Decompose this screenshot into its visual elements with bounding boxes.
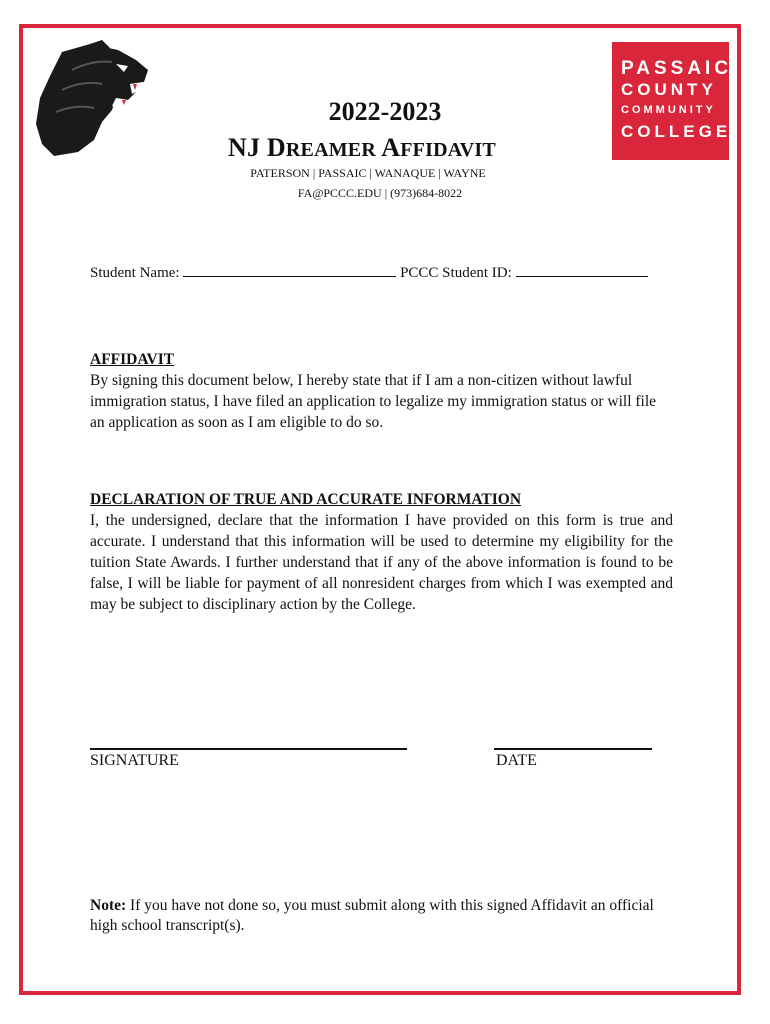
date-label: DATE xyxy=(496,752,537,769)
form-year: 2022-2023 xyxy=(328,97,442,126)
title-word1-rest: REAMER xyxy=(285,139,376,161)
declaration-section xyxy=(90,489,673,615)
declaration-body: I, the undersigned, declare that the information I have provided on this form is true and accurate. I understand that this information will be used to determine my eligibility for the tuition State Awards. I further understand that if any of the above information is found to be false, I will be liable for payment of all nonresident charges from which I was exempted and may be subject to disciplinary action by the College. xyxy=(90,512,673,613)
student-name-label: Student Name: xyxy=(90,265,180,281)
college-logo-line-1: PASSAIC xyxy=(621,58,733,79)
date-line[interactable] xyxy=(494,748,652,750)
note-text: If you have not done so, you must submit along with this signed Affidavit an official high school transcript(s). xyxy=(90,897,654,934)
student-id-label: PCCC Student ID: xyxy=(400,265,512,281)
affidavit-heading: AFFIDAVIT xyxy=(90,351,175,368)
signature-line[interactable] xyxy=(90,748,407,750)
note-label: Note: xyxy=(90,897,127,914)
title-word1-initial: D xyxy=(266,133,286,162)
affidavit-body: By signing this document below, I hereby state that if I am a non-citizen without lawful immigration status, I have filed an application to legalize my immigration status or will file an application as soon as I am eligible to do so. xyxy=(90,372,657,431)
college-logo-line-4: COLLEGE xyxy=(621,122,732,141)
student-info-row xyxy=(90,262,648,282)
note-paragraph xyxy=(90,896,680,936)
title-word2-initial: A xyxy=(381,133,401,162)
campus-list: PATERSON | PASSAIC | WANAQUE | WAYNE xyxy=(250,166,486,180)
declaration-heading: DECLARATION OF TRUE AND ACCURATE INFORMATION xyxy=(90,491,522,508)
title-word2-rest: FFIDAVIT xyxy=(400,139,496,161)
student-name-field[interactable] xyxy=(183,262,396,277)
college-logo-line-2: COUNTY xyxy=(621,80,717,99)
contact-info: FA@PCCC.EDU | (973)684-8022 xyxy=(297,186,463,200)
title-prefix: NJ xyxy=(228,133,267,162)
student-id-field[interactable] xyxy=(516,262,648,277)
form-title xyxy=(0,133,724,163)
affidavit-section xyxy=(90,349,673,433)
signature-label: SIGNATURE xyxy=(90,752,179,769)
college-logo-line-3: COMMUNITY xyxy=(621,104,716,116)
